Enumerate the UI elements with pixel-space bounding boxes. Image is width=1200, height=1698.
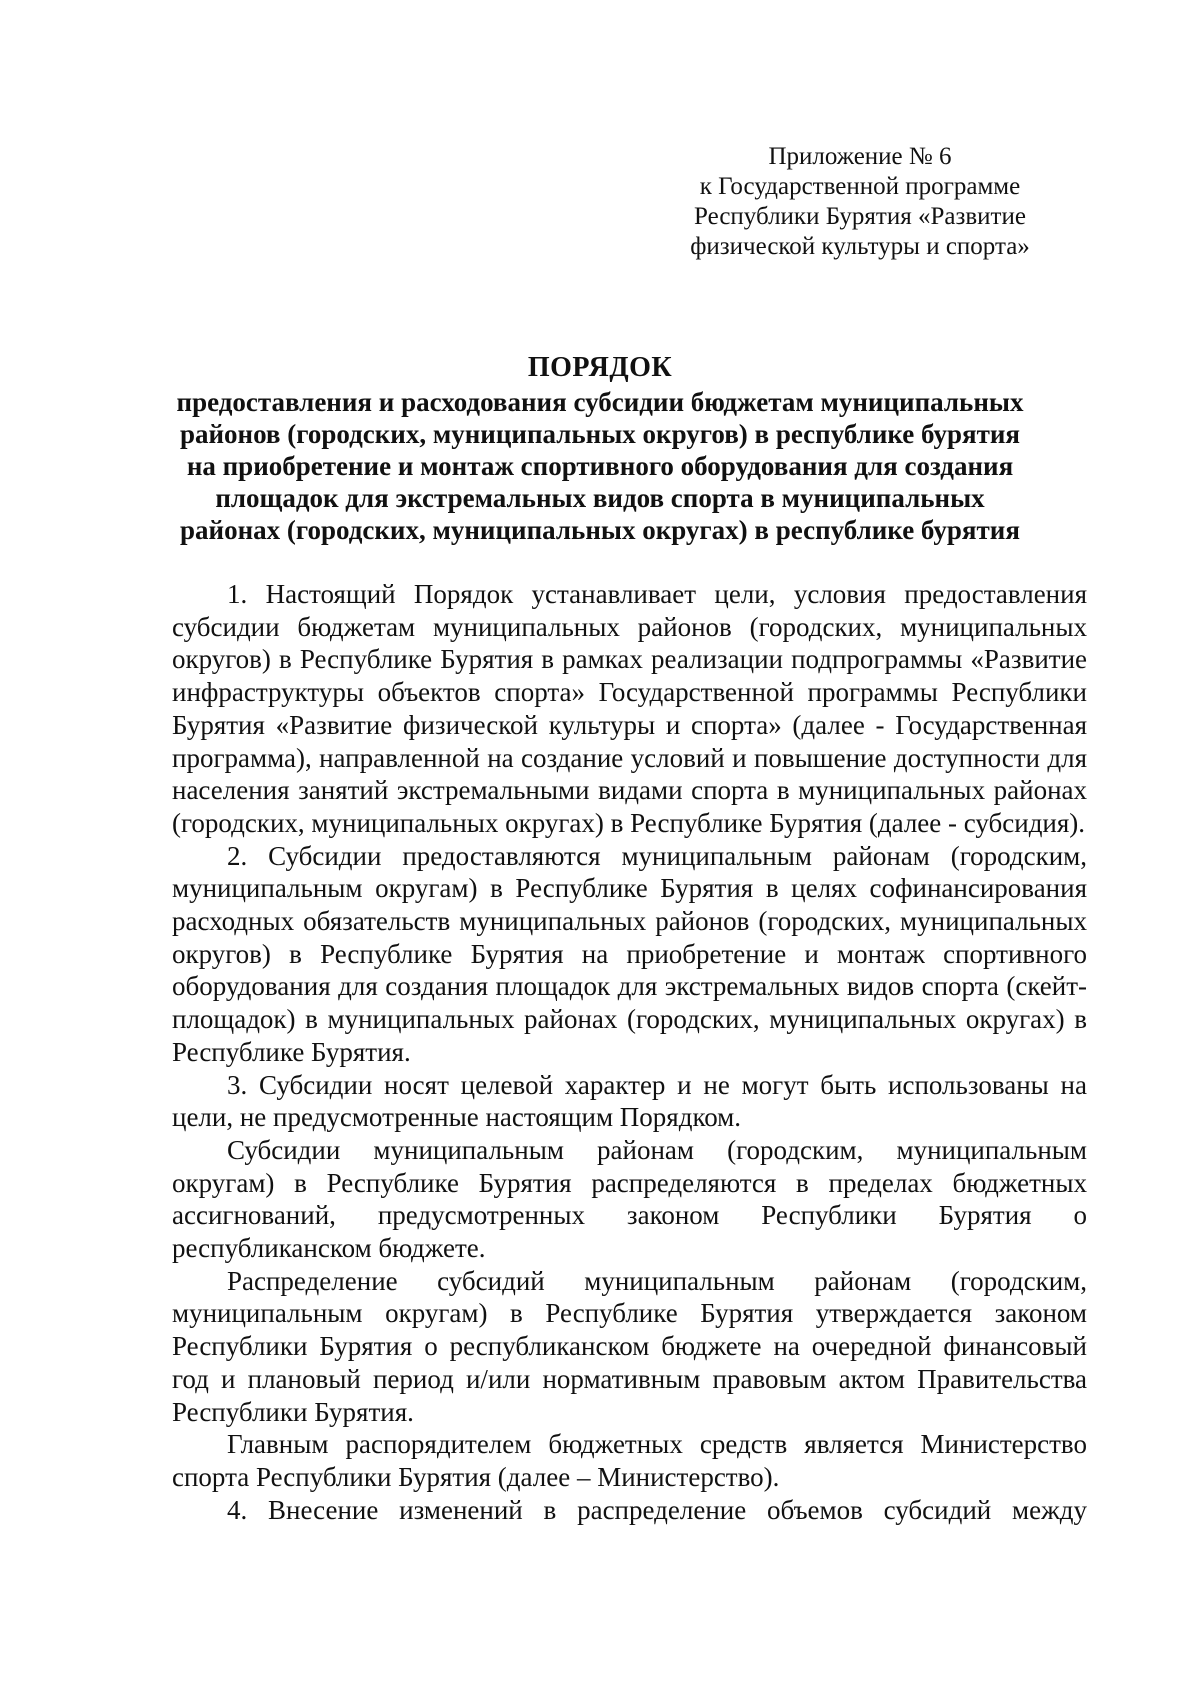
paragraph-7: 4. Внесение изменений в распределение объемов субсидий между [227,1494,1087,1525]
title-line-5: районах (городских, муниципальных округах) в республике бурятия [180,515,1020,545]
title-line-1: предоставления и расходования субсидии бюджетам муниципальных [176,387,1024,417]
appendix-line-3: Республики Бурятия «Развитие [694,203,1026,230]
paragraph-5: Распределение субсидий муниципальным районам (городским, муниципальным округам) в Республике Бурятия утверждается законом Республики Бурятия о республиканском бюджете на очередной финансовый год и плановый период и/или нормативным правовым актом Правительства Республики Бурятия. [172,1265,1087,1427]
paragraph-4: Субсидии муниципальным районам (городским, муниципальным округам) в Республике Бурятия распределяются в пределах бюджетных ассигнований, предусмотренных законом Республики Бурятия о республиканском бюджете. [172,1134,1087,1264]
paragraph-3: 3. Субсидии носят целевой характер и не могут быть использованы на цели, не предусмотренные настоящим Порядком. [172,1069,1087,1133]
appendix-line-4: физической культуры и спорта» [690,233,1030,260]
paragraph-1: 1. Настоящий Порядок устанавливает цели, условия предоставления субсидии бюджетам муниципальных районов (городских, муниципальных округов) в Республике Бурятия в рамках реализации подпрограммы «Развитие инфраструктуры объектов спорта» Государственной программы Республики Бурятия «Развитие физической культуры и спорта» (далее - Государственная программа), направленной на создание условий и повышение доступности для населения занятий экстремальными видами спорта в муниципальных районах (городских, муниципальных округах) в Республике Бурятия (далее - субсидия). [172,579,1087,838]
appendix-line-2: к Государственной программе [699,173,1021,200]
title-line-4: площадок для экстремальных видов спорта в муниципальных [215,483,985,513]
title-line-2: районов (городских, муниципальных округов) в республике бурятия [179,419,1021,449]
title-line-3: на приобретение и монтаж спортивного оборудования для создания [186,451,1014,481]
title-heading: ПОРЯДОК [527,352,673,383]
appendix-note [670,142,1050,262]
appendix-line-1: Приложение № 6 [768,143,952,170]
paragraph-2: 2. Субсидии предоставляются муниципальным районам (городским, муниципальным округам) в Республике Бурятия в целях софинансирования расходных обязательств муниципальных районов (городских, муниципальных округов) в Республике Бурятия на приобретение и монтаж спортивного оборудования для создания площадок для экстремальных видов спорта (скейт-площадок) в муниципальных районах (городских, муниципальных округах) в Республике Бурятия. [172,840,1087,1067]
document-body [172,578,1087,1526]
document-title [100,350,1100,546]
paragraph-6: Главным распорядителем бюджетных средств является Министерство спорта Республики Бурятия (далее – Министерство). [172,1429,1087,1492]
